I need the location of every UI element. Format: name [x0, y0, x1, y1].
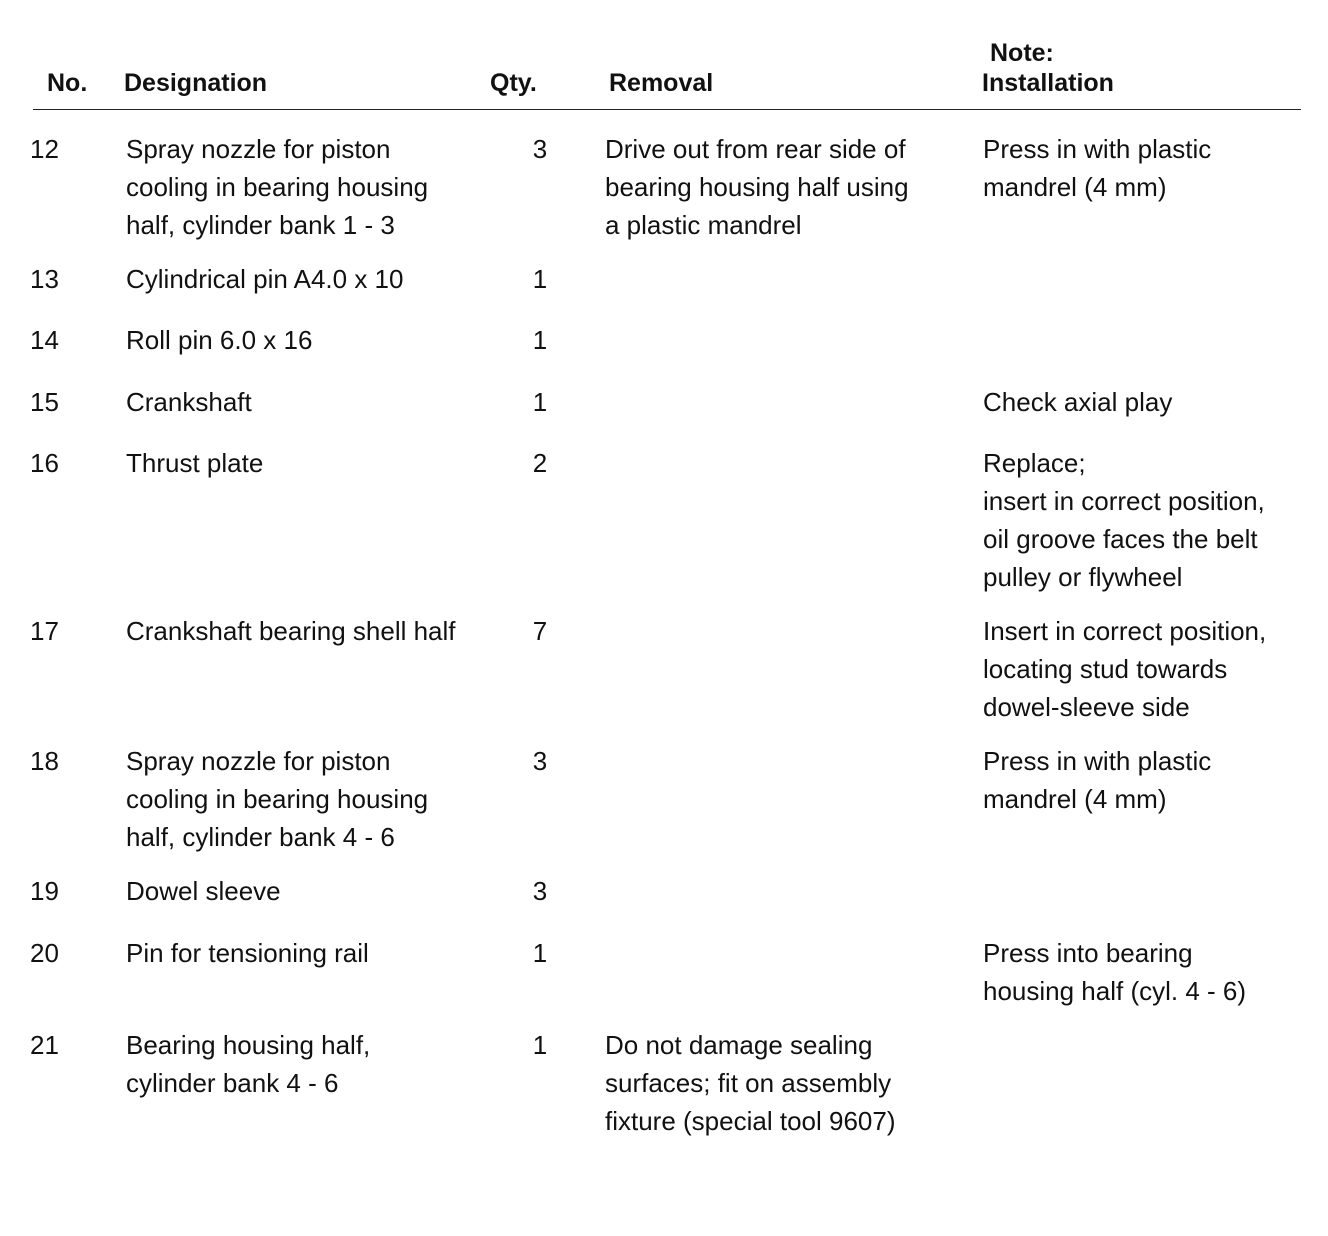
- header-no: No.: [47, 69, 88, 97]
- row-qty: 1: [532, 1030, 548, 1060]
- row-designation: Pin for tensioning rail: [126, 938, 369, 968]
- header-designation: Designation: [124, 69, 268, 97]
- row-installation: Press into bearing housing half (cyl. 4 - 6): [983, 938, 1247, 1006]
- row-designation: Bearing housing half, cylinder bank 4 - 6: [126, 1030, 371, 1098]
- header-qty: Qty.: [490, 69, 537, 97]
- row-removal: Drive out from rear side of bearing housing half using a plastic mandrel: [605, 134, 909, 240]
- row-installation: Insert in correct position, locating stud towards dowel-sleeve side: [983, 616, 1267, 722]
- row-qty: 1: [532, 387, 548, 417]
- row-designation: Crankshaft bearing shell half: [126, 616, 456, 646]
- header-note: Note:: [990, 39, 1054, 67]
- row-qty: 1: [532, 325, 548, 355]
- row-no: 13: [30, 264, 59, 294]
- row-no: 12: [30, 134, 59, 164]
- table-header: [0, 36, 1328, 106]
- row-designation: Crankshaft: [126, 387, 252, 417]
- row-designation: Thrust plate: [126, 448, 264, 478]
- row-removal: Do not damage sealing surfaces; fit on assembly fixture (special tool 9607): [605, 1030, 896, 1136]
- header-installation: Installation: [982, 69, 1114, 97]
- row-designation: Dowel sleeve: [126, 876, 281, 906]
- row-no: 19: [30, 876, 59, 906]
- row-no: 18: [30, 746, 59, 776]
- row-designation: Roll pin 6.0 x 16: [126, 325, 313, 355]
- row-no: 20: [30, 938, 59, 968]
- header-divider: [33, 109, 1301, 110]
- row-no: 16: [30, 448, 59, 478]
- row-designation: Cylindrical pin A4.0 x 10: [126, 264, 404, 294]
- header-removal: Removal: [609, 69, 714, 97]
- row-no: 14: [30, 325, 59, 355]
- row-installation: Check axial play: [983, 387, 1173, 417]
- row-designation: Spray nozzle for piston cooling in bearing housing half, cylinder bank 4 - 6: [126, 746, 429, 852]
- row-installation: Replace; insert in correct position, oil groove faces the belt pulley or flywheel: [983, 448, 1265, 592]
- row-no: 21: [30, 1030, 59, 1060]
- row-qty: 3: [532, 134, 548, 164]
- row-qty: 2: [532, 448, 548, 478]
- row-qty: 7: [532, 616, 548, 646]
- header-note-installation: [982, 38, 1202, 98]
- row-no: 15: [30, 387, 59, 417]
- row-installation: Press in with plastic mandrel (4 mm): [983, 746, 1212, 814]
- row-qty: 1: [532, 938, 548, 968]
- row-qty: 3: [532, 876, 548, 906]
- row-qty: 3: [532, 746, 548, 776]
- row-installation: Press in with plastic mandrel (4 mm): [983, 134, 1212, 202]
- row-qty: 1: [532, 264, 548, 294]
- row-no: 17: [30, 616, 59, 646]
- row-designation: Spray nozzle for piston cooling in bearing housing half, cylinder bank 1 - 3: [126, 134, 429, 240]
